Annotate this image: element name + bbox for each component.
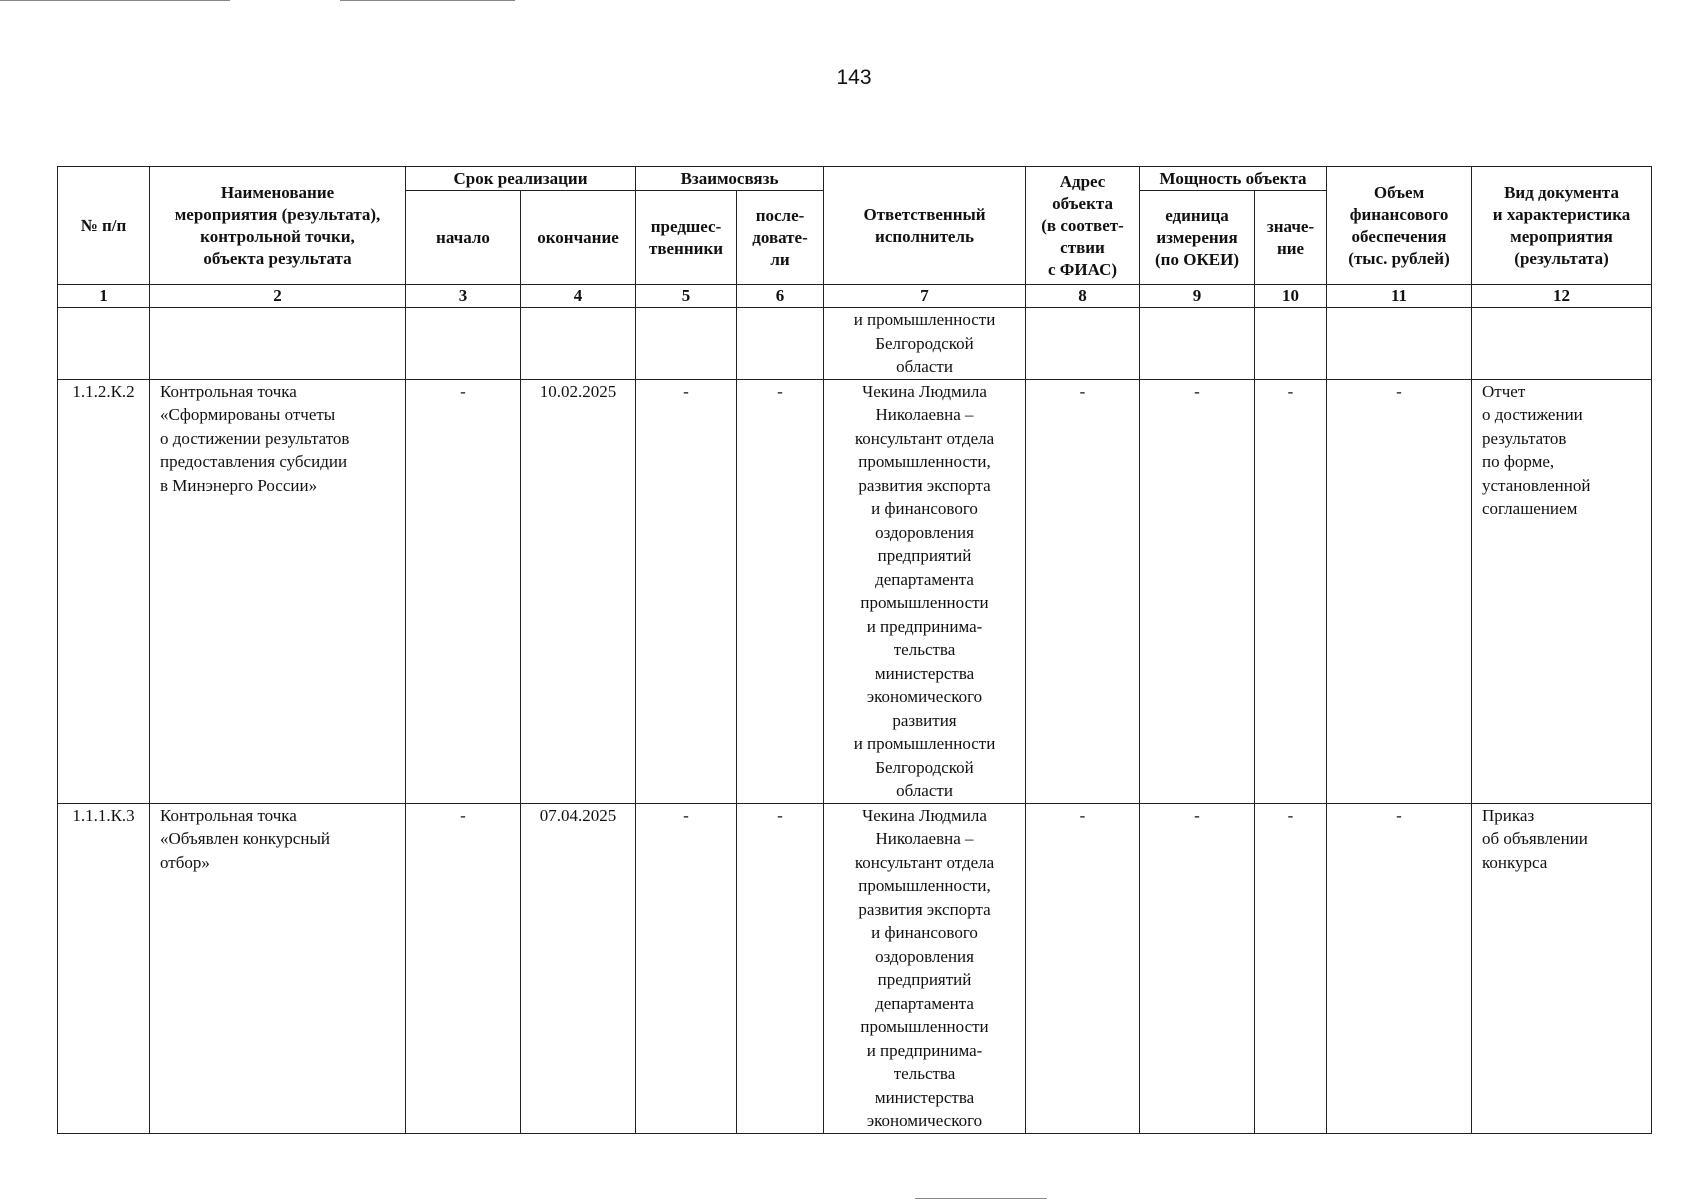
column-number-row bbox=[58, 285, 1652, 308]
table-row-continuation bbox=[58, 308, 1652, 380]
header-object-address: Адрес объекта (в соответ- ствии с ФИАС) bbox=[1026, 167, 1140, 285]
cell-financing-volume: - bbox=[1327, 379, 1472, 803]
cell-successors: - bbox=[737, 803, 824, 1133]
column-number: 10 bbox=[1255, 285, 1327, 308]
column-number: 12 bbox=[1472, 285, 1652, 308]
table-row bbox=[58, 379, 1652, 803]
cell-responsible-continued: и промышленности Белгородской области bbox=[824, 308, 1026, 380]
header-end-date: окончание bbox=[521, 191, 636, 285]
header-row-number: № п/п bbox=[58, 167, 150, 285]
cell-activity-name: Контрольная точка «Объявлен конкурсный отбор» bbox=[150, 803, 406, 1133]
cell-empty bbox=[406, 308, 521, 380]
cell-row-number: 1.1.2.К.2 bbox=[58, 379, 150, 803]
cell-capacity-value: - bbox=[1255, 379, 1327, 803]
scan-artifact-line bbox=[0, 0, 230, 1]
cell-predecessors: - bbox=[636, 803, 737, 1133]
cell-unit-of-measure: - bbox=[1140, 803, 1255, 1133]
page-number: 143 bbox=[836, 66, 872, 89]
cell-object-address: - bbox=[1026, 803, 1140, 1133]
cell-empty bbox=[150, 308, 406, 380]
cell-start-date: - bbox=[406, 379, 521, 803]
cell-financing-volume: - bbox=[1327, 803, 1472, 1133]
cell-empty bbox=[1140, 308, 1255, 380]
cell-predecessors: - bbox=[636, 379, 737, 803]
scan-artifact-line bbox=[340, 0, 515, 1]
cell-empty bbox=[58, 308, 150, 380]
cell-end-date: 07.04.2025 bbox=[521, 803, 636, 1133]
table-row bbox=[58, 803, 1652, 1133]
header-activity-name: Наименование мероприятия (результата), контрольной точки, объекта результата bbox=[150, 167, 406, 285]
cell-empty bbox=[1327, 308, 1472, 380]
column-number: 6 bbox=[737, 285, 824, 308]
header-responsible-executor: Ответственный исполнитель bbox=[824, 167, 1026, 285]
header-successors: после- довате- ли bbox=[737, 191, 824, 285]
column-number: 3 bbox=[406, 285, 521, 308]
header-group-object-capacity: Мощность объекта bbox=[1140, 167, 1327, 191]
header-document-type: Вид документа и характеристика мероприятия (результата) bbox=[1472, 167, 1652, 285]
cell-document-type: Приказ об объявлении конкурса bbox=[1472, 803, 1652, 1133]
cell-empty bbox=[1026, 308, 1140, 380]
cell-empty bbox=[737, 308, 824, 380]
scan-artifact-line bbox=[915, 1198, 1047, 1199]
cell-capacity-value: - bbox=[1255, 803, 1327, 1133]
header-predecessors: предшес- твенники bbox=[636, 191, 737, 285]
header-start-date: начало bbox=[406, 191, 521, 285]
cell-empty bbox=[636, 308, 737, 380]
cell-unit-of-measure: - bbox=[1140, 379, 1255, 803]
column-number: 4 bbox=[521, 285, 636, 308]
cell-start-date: - bbox=[406, 803, 521, 1133]
cell-responsible-executor: Чекина Людмила Николаевна – консультант отдела промышленности, развития экспорта и финансового оздоровления предприятий департамента промышленности и предпринима- тельства министерства экономического bbox=[824, 803, 1026, 1133]
cell-row-number: 1.1.1.К.3 bbox=[58, 803, 150, 1133]
cell-document-type: Отчет о достижении результатов по форме, установленной соглашением bbox=[1472, 379, 1652, 803]
column-number: 7 bbox=[824, 285, 1026, 308]
cell-object-address: - bbox=[1026, 379, 1140, 803]
cell-empty bbox=[1472, 308, 1652, 380]
cell-responsible-executor: Чекина Людмила Николаевна – консультант отдела промышленности, развития экспорта и финансового оздоровления предприятий департамента промышленности и предпринима- тельства министерства экономического развития и промышленности Белгородской области bbox=[824, 379, 1026, 803]
table-header bbox=[58, 167, 1652, 285]
cell-empty bbox=[521, 308, 636, 380]
column-number: 11 bbox=[1327, 285, 1472, 308]
activity-plan-table bbox=[57, 166, 1652, 1134]
column-number: 2 bbox=[150, 285, 406, 308]
column-number: 1 bbox=[58, 285, 150, 308]
header-group-relationship: Взаимосвязь bbox=[636, 167, 824, 191]
header-unit-of-measure: единица измерения (по ОКЕИ) bbox=[1140, 191, 1255, 285]
header-financing-volume: Объем финансового обеспечения (тыс. рублей) bbox=[1327, 167, 1472, 285]
header-capacity-value: значе- ние bbox=[1255, 191, 1327, 285]
column-number: 5 bbox=[636, 285, 737, 308]
cell-empty bbox=[1255, 308, 1327, 380]
cell-activity-name: Контрольная точка «Сформированы отчеты о достижении результатов предоставления субсидии в Минэнерго России» bbox=[150, 379, 406, 803]
cell-successors: - bbox=[737, 379, 824, 803]
cell-end-date: 10.02.2025 bbox=[521, 379, 636, 803]
column-number: 8 bbox=[1026, 285, 1140, 308]
column-number: 9 bbox=[1140, 285, 1255, 308]
header-group-implementation-term: Срок реализации bbox=[406, 167, 636, 191]
